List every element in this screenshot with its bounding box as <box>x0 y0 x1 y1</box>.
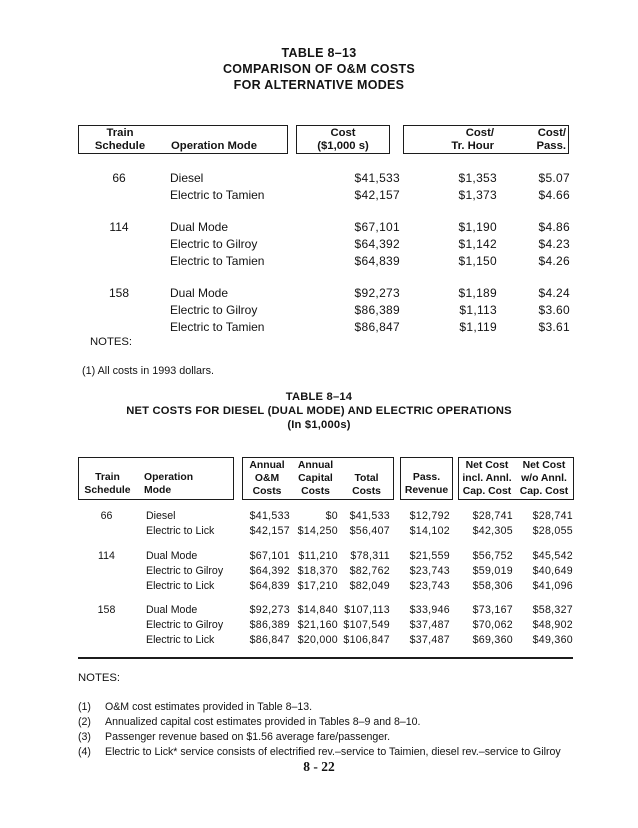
cell-cost-per-tr-hour: $1,373 <box>458 188 497 202</box>
t14-notes-list <box>78 700 608 760</box>
cell-annual-om-costs: $92,273 <box>249 604 290 616</box>
cell-net-cost-incl-cap: $69,360 <box>472 634 513 646</box>
cell-pass-revenue: $37,487 <box>409 619 450 631</box>
cell-operation-mode: Electric to Lick <box>146 580 215 592</box>
table-8-13-title-line1: TABLE 8–13 <box>281 46 357 60</box>
cell-operation-mode: Electric to Tamien <box>170 254 265 268</box>
cell-annual-capital-costs: $14,250 <box>297 525 338 537</box>
table-8-13-row <box>78 253 570 270</box>
t14-header-schedule: Schedule <box>84 485 131 496</box>
cell-total-costs: $82,762 <box>349 565 390 577</box>
cell-cost-per-pass: $4.26 <box>538 254 570 268</box>
cell-net-cost-wo-cap: $28,741 <box>532 510 573 522</box>
table-8-13-title-line3: FOR ALTERNATIVE MODES <box>233 78 405 92</box>
cell-cost-per-tr-hour: $1,142 <box>458 237 497 251</box>
cell-operation-mode: Electric to Lick <box>146 634 215 646</box>
cell-pass-revenue: $23,743 <box>409 565 450 577</box>
cell-cost-per-pass: $4.23 <box>538 237 570 251</box>
t14-header-capital-line2: Capital <box>298 473 333 484</box>
t13-notes-heading: NOTES: <box>90 336 133 348</box>
cell-annual-capital-costs: $11,210 <box>298 550 338 562</box>
cell-train-schedule: 114 <box>109 220 129 234</box>
table-8-13-body <box>78 170 570 336</box>
t14-header-net-incl-line3: Cap. Cost <box>462 486 512 497</box>
cell-total-costs: $107,549 <box>343 619 390 631</box>
cell-net-cost-wo-cap: $40,649 <box>532 565 573 577</box>
cell-cost: $41,533 <box>354 171 400 185</box>
table-8-14-title-line1: TABLE 8–14 <box>285 391 353 403</box>
t14-header-train: Train <box>95 472 120 483</box>
table-8-14-row <box>78 509 573 524</box>
cell-net-cost-wo-cap: $49,360 <box>532 634 573 646</box>
cell-cost: $86,389 <box>354 303 400 317</box>
cell-annual-om-costs: $86,389 <box>249 619 290 631</box>
t13-header-tr-hour: Tr. Hour <box>451 140 494 152</box>
t13-note-1: (1) All costs in 1993 dollars. <box>82 365 215 377</box>
cell-annual-capital-costs: $21,160 <box>297 619 338 631</box>
cell-train-schedule <box>78 236 160 253</box>
note-number: (3) <box>78 731 91 743</box>
table-8-13-row <box>78 285 570 302</box>
table-8-13-row <box>78 236 570 253</box>
cell-cost: $64,839 <box>354 254 400 268</box>
cell-train-schedule <box>78 633 135 648</box>
note-number: (2) <box>78 716 91 728</box>
table-8-13-row <box>78 170 570 187</box>
t14-header-mode: Mode <box>144 485 172 496</box>
t13-header-schedule: Schedule <box>94 140 146 152</box>
table-8-14-title-line3: (In $1,000s) <box>287 419 351 431</box>
cell-operation-mode: Dual Mode <box>146 550 198 562</box>
t14-header-box-net-costs <box>458 457 574 500</box>
cell-operation-mode: Dual Mode <box>146 604 198 616</box>
cell-operation-mode: Diesel <box>146 510 176 522</box>
cell-cost-per-pass: $5.07 <box>538 171 570 185</box>
cell-net-cost-incl-cap: $70,062 <box>472 619 513 631</box>
t13-header-operation-mode: Operation Mode <box>171 140 257 152</box>
cell-train-schedule: 158 <box>97 604 116 616</box>
t14-header-operation: Operation <box>144 472 194 483</box>
cell-operation-mode: Electric to Lick <box>146 525 215 537</box>
t13-header-box-train-operation <box>78 125 288 154</box>
t14-header-net-wo-line2: w/o Annl. <box>521 473 567 484</box>
t13-header-box-cost <box>296 125 390 154</box>
cell-cost-per-pass: $4.66 <box>538 188 570 202</box>
cell-pass-revenue: $21,559 <box>409 550 450 562</box>
cell-annual-om-costs: $86,847 <box>249 634 290 646</box>
cell-train-schedule <box>78 618 135 633</box>
cell-operation-mode: Electric to Gilroy <box>146 565 224 577</box>
note-text: Annualized capital cost estimates provided in Tables 8–9 and 8–10. <box>105 716 421 728</box>
cell-annual-om-costs: $41,533 <box>249 510 290 522</box>
cell-annual-capital-costs: $17,210 <box>297 580 338 592</box>
cell-cost-per-tr-hour: $1,189 <box>458 286 497 300</box>
cell-operation-mode: Electric to Gilroy <box>170 303 258 317</box>
t14-header-om-line3: Costs <box>252 486 282 497</box>
cell-cost-per-pass: $4.86 <box>538 220 570 234</box>
t14-header-box-pass-revenue <box>400 457 453 500</box>
table-8-13-title-line2: COMPARISON OF O&M COSTS <box>222 62 416 76</box>
t13-header-cost-per-tr-label: Cost/ <box>465 127 494 139</box>
cell-train-schedule <box>78 302 160 319</box>
cell-net-cost-incl-cap: $56,752 <box>472 550 513 562</box>
table-8-14-row <box>78 618 573 633</box>
table-8-13-title <box>0 45 638 93</box>
table-8-14-row <box>78 633 573 648</box>
cell-cost-per-tr-hour: $1,353 <box>458 171 497 185</box>
cell-cost-per-tr-hour: $1,113 <box>459 303 497 317</box>
cell-train-schedule: 114 <box>98 550 115 562</box>
cell-annual-om-costs: $64,392 <box>249 565 290 577</box>
cell-cost-per-pass: $3.60 <box>538 303 570 317</box>
cell-pass-revenue: $12,792 <box>409 510 450 522</box>
t13-header-box-cost-ratios <box>403 125 569 154</box>
cell-annual-capital-costs: $0 <box>325 510 338 522</box>
cell-total-costs: $56,407 <box>349 525 390 537</box>
cell-net-cost-wo-cap: $45,542 <box>532 550 573 562</box>
cell-train-schedule: 158 <box>108 286 130 300</box>
cell-net-cost-incl-cap: $59,019 <box>472 565 513 577</box>
t14-header-net-wo-line1: Net Cost <box>522 460 566 471</box>
page-number: 8 - 22 <box>303 759 335 774</box>
cell-operation-mode: Dual Mode <box>170 286 229 300</box>
t14-header-capital-line1: Annual <box>297 460 334 471</box>
table-8-14-title-line2: NET COSTS FOR DIESEL (DUAL MODE) AND ELECTRIC OPERATIONS <box>126 405 512 417</box>
cell-operation-mode: Electric to Gilroy <box>170 237 258 251</box>
note-text: Electric to Lick* service consists of electrified rev.–service to Taimien, diesel rev.–service to Gilroy <box>105 746 561 758</box>
cell-operation-mode: Dual Mode <box>170 220 229 234</box>
cell-cost: $92,273 <box>354 286 400 300</box>
cell-net-cost-wo-cap: $48,902 <box>532 619 573 631</box>
cell-operation-mode: Electric to Gilroy <box>146 619 224 631</box>
cell-net-cost-wo-cap: $41,096 <box>532 580 573 592</box>
t14-header-total-line3: Costs <box>352 486 381 497</box>
t14-header-box-train-operation <box>78 457 234 500</box>
cell-annual-om-costs: $42,157 <box>249 525 290 537</box>
cell-net-cost-incl-cap: $28,741 <box>472 510 513 522</box>
t14-header-total-line1 <box>340 459 393 472</box>
t14-header-box3-grid <box>401 458 452 499</box>
t13-header-cost: Cost <box>330 127 356 139</box>
table-8-13-row <box>78 219 570 236</box>
note-text: Passenger revenue based on $1.56 average fare/passenger. <box>105 731 391 743</box>
cell-train-schedule: 66 <box>100 510 113 522</box>
note-number: (4) <box>78 746 91 758</box>
cell-cost: $64,392 <box>354 237 400 251</box>
t13-header-pass: Pass. <box>536 140 566 152</box>
t14-header-total-line2: Total <box>354 473 379 484</box>
cell-operation-mode: Electric to Tamien <box>170 188 265 202</box>
cell-net-cost-wo-cap: $58,327 <box>532 604 573 616</box>
cell-cost-per-pass: $4.24 <box>538 286 570 300</box>
t14-header-box-costs <box>242 457 394 500</box>
table-8-14-row <box>78 579 573 594</box>
cell-cost-per-tr-hour: $1,119 <box>459 320 497 334</box>
cell-annual-capital-costs: $14,840 <box>297 604 338 616</box>
t14-header-pass: Pass. <box>412 472 441 483</box>
cell-total-costs: $78,311 <box>350 550 390 562</box>
cell-train-schedule <box>78 579 135 594</box>
t13-header-cost-per-pass-label: Cost/ <box>537 127 566 139</box>
t13-header-box1-grid <box>79 127 287 153</box>
t13-header-cost-unit: ($1,000 s) <box>317 140 369 152</box>
t14-header-net-wo-line3: Cap. Cost <box>519 486 569 497</box>
cell-train-schedule <box>78 524 135 539</box>
cell-train-schedule: 66 <box>112 171 126 185</box>
cell-operation-mode: Electric to Tamien <box>170 320 265 334</box>
cell-cost: $42,157 <box>354 188 400 202</box>
table-8-14-row <box>78 564 573 579</box>
t14-header-net-incl-line2: incl. Annl. <box>462 473 512 484</box>
cell-train-schedule <box>78 564 135 579</box>
note-item <box>78 730 608 745</box>
t14-header-box4-grid <box>459 458 573 499</box>
cell-cost: $67,101 <box>354 220 400 234</box>
cell-operation-mode: Diesel <box>170 171 204 185</box>
cell-pass-revenue: $23,743 <box>409 580 450 592</box>
cell-net-cost-incl-cap: $42,305 <box>472 525 513 537</box>
cell-annual-capital-costs: $20,000 <box>297 634 338 646</box>
cell-annual-om-costs: $67,101 <box>249 550 290 562</box>
cell-net-cost-incl-cap: $58,306 <box>472 580 513 592</box>
cell-train-schedule <box>78 253 160 270</box>
t13-header-train: Train <box>106 127 134 139</box>
note-text: O&M cost estimates provided in Table 8–13. <box>105 701 313 713</box>
t14-header-revenue: Revenue <box>404 485 449 496</box>
cell-pass-revenue: $14,102 <box>409 525 450 537</box>
note-item <box>78 715 608 730</box>
note-number: (1) <box>78 701 91 713</box>
cell-train-schedule <box>78 319 160 336</box>
note-item <box>78 700 608 715</box>
table-8-14-title <box>0 390 638 432</box>
cell-pass-revenue: $33,946 <box>409 604 450 616</box>
cell-annual-om-costs: $64,839 <box>249 580 290 592</box>
cell-total-costs: $82,049 <box>349 580 390 592</box>
cell-total-costs: $41,533 <box>349 510 390 522</box>
cell-cost-per-tr-hour: $1,190 <box>458 220 497 234</box>
table-8-14-row <box>78 603 573 618</box>
table-8-13-row <box>78 302 570 319</box>
note-item <box>78 745 608 760</box>
cell-annual-capital-costs: $18,370 <box>297 565 338 577</box>
cell-net-cost-wo-cap: $28,055 <box>532 525 573 537</box>
cell-train-schedule <box>78 187 160 204</box>
cell-total-costs: $107,113 <box>344 604 390 616</box>
t14-header-om-line1: Annual <box>249 460 285 471</box>
table-8-14-body <box>78 509 573 648</box>
table-8-13-row <box>78 319 570 336</box>
cell-total-costs: $106,847 <box>343 634 390 646</box>
table-8-14-bottom-rule <box>78 657 573 659</box>
cell-cost: $86,847 <box>354 320 400 334</box>
t14-header-net-incl-line1: Net Cost <box>465 460 509 471</box>
spacer <box>161 127 287 140</box>
table-8-14-row <box>78 524 573 539</box>
cell-cost-per-tr-hour: $1,150 <box>458 254 497 268</box>
t14-header-box1-grid <box>79 458 233 499</box>
cell-pass-revenue: $37,487 <box>409 634 450 646</box>
t13-header-box3-grid <box>404 127 568 153</box>
cell-net-cost-incl-cap: $73,167 <box>472 604 513 616</box>
cell-cost-per-pass: $3.61 <box>538 320 570 334</box>
t14-header-capital-line3: Costs <box>301 486 330 497</box>
t14-notes-heading: NOTES: <box>78 672 121 684</box>
t14-header-om-line2: O&M <box>254 473 280 484</box>
table-8-13-row <box>78 187 570 204</box>
table-8-14-row <box>78 549 573 564</box>
t14-header-box2-grid <box>243 458 393 499</box>
